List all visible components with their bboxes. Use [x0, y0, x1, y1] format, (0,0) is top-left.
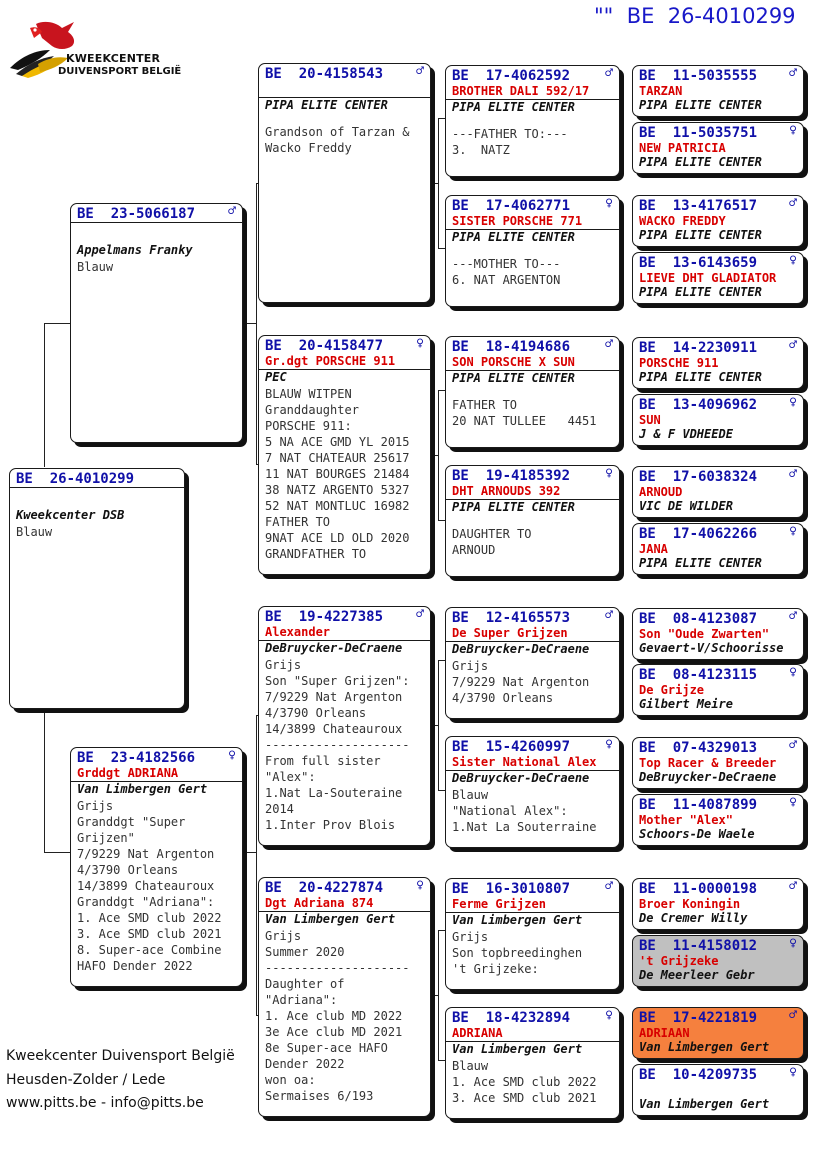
pigeon-name: 't Grijzeke: [639, 954, 719, 968]
pigeon-card-ggg1[interactable]: [632, 65, 804, 117]
pigeon-card-gg7[interactable]: [445, 878, 620, 990]
card-header: [633, 338, 803, 356]
owner: PIPA ELITE CENTER: [452, 371, 575, 385]
card-header: [633, 738, 803, 756]
pigeon-notes: Grijs Son "Super Grijzen": 7/9229 Nat Argenton 4/3790 Orleans 14/3899 Chateauroux -------------------- From full sister "Alex": 1.Nat La-Souteraine 2014 1.Inter Prov Blois: [265, 658, 410, 832]
owner: J & F VDHEEDE: [639, 427, 733, 441]
male-symbol-icon: ♂: [605, 66, 613, 81]
connector: [438, 1060, 445, 1061]
card-header: [446, 737, 619, 755]
ring-number: BE 26-4010299: [16, 471, 135, 487]
pigeon-name: ARNOUD: [639, 485, 683, 499]
owner: Kweekcenter DSB: [16, 508, 125, 522]
pigeon-name: De Super Grijzen: [446, 626, 619, 642]
female-symbol-icon: ♀: [605, 737, 613, 752]
pigeon-name: De Grijze: [639, 683, 705, 697]
ring-number: BE 11-5035555: [639, 68, 758, 84]
card-header: [10, 469, 184, 488]
pigeon-name: SISTER PORSCHE 771: [446, 214, 619, 230]
pigeon-card-grandsire-1[interactable]: [258, 63, 431, 303]
connector: [44, 323, 45, 467]
ring-number: BE 17-4062592: [452, 68, 571, 84]
card-header: [71, 204, 242, 223]
female-symbol-icon: ♀: [789, 1065, 797, 1080]
ring-number: BE 08-4123087: [639, 611, 758, 627]
owner: DeBruycker-DeCraene: [452, 771, 590, 785]
male-symbol-icon: ♂: [228, 204, 236, 219]
card-header: [259, 336, 430, 354]
pigeon-name: WACKO FREDDY: [639, 214, 726, 228]
pigeon-card-ggg16[interactable]: [632, 1064, 804, 1116]
pigeon-card-gg2[interactable]: [445, 195, 620, 307]
card-header: [633, 795, 803, 813]
connector: [44, 323, 71, 324]
pigeon-name: Grddgt ADRIANA: [71, 766, 242, 782]
ring-number: BE 23-5066187: [77, 206, 196, 222]
connector: [431, 455, 439, 456]
ring-number: BE 17-4221819: [639, 1010, 758, 1026]
pigeon-name: Sister National Alex: [446, 755, 619, 771]
spacer: [446, 386, 619, 396]
spacer: [10, 488, 184, 508]
pigeon-card-subject[interactable]: [9, 468, 185, 709]
pigeon-name: SUN: [639, 413, 661, 427]
owner: PIPA ELITE CENTER: [639, 285, 762, 299]
pigeon-card-ggg8[interactable]: [632, 523, 804, 575]
connector: [431, 725, 439, 726]
pigeon-card-dam[interactable]: [70, 747, 243, 987]
card-header: [446, 196, 619, 214]
owner: PIPA ELITE CENTER: [639, 556, 762, 570]
connector: [438, 930, 445, 931]
ring-number: BE 19-4185392: [452, 468, 571, 484]
pigeon-card-gg3[interactable]: [445, 336, 620, 448]
connector: [438, 390, 445, 391]
card-header: [446, 66, 619, 84]
card-header: [633, 879, 803, 897]
owner: PIPA ELITE CENTER: [639, 228, 762, 242]
pigeon-name: DHT ARNOUDS 392: [446, 484, 619, 500]
pigeon-card-gg4[interactable]: [445, 465, 620, 577]
ring-number: BE 11-0000198: [639, 881, 758, 897]
male-symbol-icon: ♂: [789, 1008, 797, 1023]
pigeon-name: JANA: [639, 542, 668, 556]
female-symbol-icon: ♀: [789, 123, 797, 138]
card-header: [446, 337, 619, 355]
ring-number: BE 20-4158477: [265, 338, 384, 354]
spacer: [446, 245, 619, 255]
spacer: [259, 113, 430, 123]
pigeon-notes: Grijs Granddgt "Super Grijzen" 7/9229 Nat Argenton 4/3790 Orleans 14/3899 Chateauroux Granddgt "Adriana": 1. Ace SMD club 2022 3. Ace SMD club 2021 8. Super-ace Combine HAFO Dender 2022: [77, 799, 222, 973]
card-header: [633, 253, 803, 271]
pigeon-notes: Grijs Summer 2020 -------------------- Daughter of "Adriana": 1. Ace club MD 2022 3e Ace club MD 2021 8e Super-ace HAFO Dender 2022 won oa: Sermaises 6/193: [265, 929, 410, 1103]
pigeon-name: ADRIANA: [446, 1026, 619, 1042]
owner: Gevaert-V/Schoorisse: [639, 641, 784, 655]
ring-number: BE 10-4209735: [639, 1067, 758, 1083]
male-symbol-icon: ♂: [789, 66, 797, 81]
card-header: [71, 748, 242, 766]
ring-number: BE 15-4260997: [452, 739, 571, 755]
owner: Schoors-De Waele: [639, 827, 755, 841]
pigeon-card-granddam-2[interactable]: [258, 877, 431, 1117]
pigeon-card-gg8[interactable]: [445, 1007, 620, 1119]
owner: Van Limbergen Gert: [452, 913, 583, 927]
pigeon-name: Alexander: [259, 625, 430, 641]
pigeon-card-ggg10[interactable]: [632, 664, 804, 716]
pigeon-notes: DAUGHTER TO ARNOUD: [452, 527, 532, 557]
ring-number: BE 13-4176517: [639, 198, 758, 214]
pigeon-name: [633, 1083, 803, 1097]
pigeon-name: ADRIAAN: [639, 1026, 690, 1040]
pigeon-card-gg6[interactable]: [445, 736, 620, 848]
female-symbol-icon: ♀: [789, 665, 797, 680]
ring-number: BE 17-6038324: [639, 469, 758, 485]
female-symbol-icon: ♀: [228, 748, 236, 763]
pigeon-card-ggg6[interactable]: [632, 394, 804, 446]
card-header: [633, 665, 803, 683]
female-symbol-icon: ♀: [789, 253, 797, 268]
pigeon-card-ggg5[interactable]: [632, 337, 804, 389]
ring-number: BE 13-6143659: [639, 255, 758, 271]
footer-company: Kweekcenter Duivensport België: [6, 1048, 235, 1064]
owner: PEC: [265, 370, 287, 384]
footer-contact-link[interactable]: www.pitts.be - info@pitts.be: [6, 1095, 204, 1111]
owner: Appelmans Franky: [77, 243, 193, 257]
owner: Van Limbergen Gert: [639, 1097, 770, 1111]
card-header: [259, 878, 430, 896]
connector: [438, 520, 445, 521]
card-header: [446, 466, 619, 484]
pigeon-card-ggg4[interactable]: [632, 252, 804, 304]
male-symbol-icon: ♂: [789, 196, 797, 211]
connector: [256, 715, 257, 1015]
connector: [44, 852, 71, 853]
owner: De Cremer Willy: [639, 911, 748, 925]
pigeon-card-ggg2[interactable]: [632, 122, 804, 174]
card-header: [446, 879, 619, 897]
female-symbol-icon: ♀: [416, 336, 424, 351]
pigeon-name: Son "Oude Zwarten": [639, 627, 770, 641]
pigeon-card-gg5[interactable]: [445, 607, 620, 719]
logo: [8, 16, 188, 82]
pigeon-name: NEW PATRICIA: [639, 141, 726, 155]
pigeon-name: Gr.dgt PORSCHE 911: [259, 354, 430, 370]
ring-number: BE 11-4087899: [639, 797, 758, 813]
card-header: [633, 123, 803, 141]
ring-number: BE 13-4096962: [639, 397, 758, 413]
logo-subtitle: DUIVENSPORT BELGIË: [58, 66, 182, 77]
pigeon-card-sire[interactable]: [70, 203, 243, 443]
pigeon-name: [259, 82, 430, 98]
card-header: [633, 524, 803, 542]
female-symbol-icon: ♀: [789, 936, 797, 951]
card-header: [633, 196, 803, 214]
title-ring-number: BE 26-4010299: [626, 4, 796, 28]
spacer: [446, 115, 619, 125]
title-quote: "": [594, 4, 614, 28]
card-header: [633, 395, 803, 413]
connector: [438, 118, 445, 119]
male-symbol-icon: ♂: [789, 338, 797, 353]
card-header: [633, 609, 803, 627]
connector: [243, 323, 257, 324]
pigeon-notes: BLAUW WITPEN Granddaughter PORSCHE 911: 5 NA ACE GMD YL 2015 7 NAT CHATEAUR 25617 11 NAT BOURGES 21484 38 NATZ ARGENTO 5327 52 NAT MONTLUC 16982 FATHER TO 9NAT ACE LD OLD 2020 GRANDFATHER TO: [265, 387, 410, 561]
ring-number: BE 20-4158543: [265, 66, 384, 82]
connector: [44, 710, 45, 852]
owner: PIPA ELITE CENTER: [452, 230, 575, 244]
pigeon-name: Mother "Alex": [639, 813, 733, 827]
pigeon-card-ggg3[interactable]: [632, 195, 804, 247]
connector: [431, 995, 439, 996]
pigeon-name: PORSCHE 911: [639, 356, 719, 370]
owner: DeBruycker-DeCraene: [452, 642, 590, 656]
pigeon-card-ggg13[interactable]: [632, 878, 804, 930]
ring-number: BE 14-2230911: [639, 340, 758, 356]
female-symbol-icon: ♀: [789, 524, 797, 539]
owner: PIPA ELITE CENTER: [452, 100, 575, 114]
pigeon-notes: Blauw: [77, 260, 114, 274]
spacer: [446, 515, 619, 525]
pigeon-card-granddam-1[interactable]: [258, 335, 431, 575]
pigeon-notes: ---FATHER TO:--- 3. NATZ: [452, 127, 568, 157]
ring-number: BE 18-4194686: [452, 339, 571, 355]
pigeon-name: Top Racer & Breeder: [639, 756, 777, 770]
connector: [438, 248, 445, 249]
pigeon-card-ggg12[interactable]: [632, 794, 804, 846]
pigeon-name: Broer Koningin: [639, 897, 741, 911]
male-symbol-icon: ♂: [416, 64, 424, 79]
male-symbol-icon: ♂: [605, 337, 613, 352]
male-symbol-icon: ♂: [789, 738, 797, 753]
owner: PIPA ELITE CENTER: [265, 98, 388, 112]
ring-number: BE 17-4062266: [639, 526, 758, 542]
ring-number: BE 17-4062771: [452, 198, 571, 214]
pigeon-card-ggg15[interactable]: [632, 1007, 804, 1059]
pigeon-name: BROTHER DALI 592/17: [446, 84, 619, 100]
owner: Van Limbergen Gert: [265, 912, 396, 926]
card-header: [633, 66, 803, 84]
card-header: [633, 1065, 803, 1083]
spacer: [71, 223, 242, 243]
male-symbol-icon: ♂: [605, 879, 613, 894]
connector: [438, 790, 445, 791]
pigeon-notes: FATHER TO 20 NAT TULLEE 4451: [452, 398, 597, 428]
card-header: [633, 1008, 803, 1026]
owner: Van Limbergen Gert: [452, 1042, 583, 1056]
footer-location: Heusden-Zolder / Lede: [6, 1072, 166, 1088]
owner: DeBruycker-DeCraene: [639, 770, 777, 784]
male-symbol-icon: ♂: [605, 608, 613, 623]
female-symbol-icon: ♀: [789, 395, 797, 410]
female-symbol-icon: ♀: [605, 466, 613, 481]
page-title: [594, 4, 796, 28]
ring-number: BE 16-3010807: [452, 881, 571, 897]
owner: PIPA ELITE CENTER: [452, 500, 575, 514]
pigeon-notes: Grijs 7/9229 Nat Argenton 4/3790 Orleans: [452, 659, 590, 705]
female-symbol-icon: ♀: [605, 1008, 613, 1023]
ring-number: BE 08-4123115: [639, 667, 758, 683]
logo-title: KWEEKCENTER: [66, 52, 161, 65]
ring-number: BE 07-4329013: [639, 740, 758, 756]
ring-number: BE 12-4165573: [452, 610, 571, 626]
pigeon-notes: Grijs Son topbreedinghen 't Grijzeke:: [452, 930, 583, 976]
card-header: [446, 608, 619, 626]
owner: De Meerleer Gebr: [639, 968, 755, 982]
connector: [438, 660, 445, 661]
connector: [431, 183, 439, 184]
pigeon-card-ggg7[interactable]: [632, 466, 804, 518]
pigeon-name: TARZAN: [639, 84, 683, 98]
owner: Gilbert Meire: [639, 697, 733, 711]
pigeon-name: Ferme Grijzen: [446, 897, 619, 913]
ring-number: BE 11-5035751: [639, 125, 758, 141]
card-header: [259, 64, 430, 82]
female-symbol-icon: ♀: [789, 795, 797, 810]
female-symbol-icon: ♀: [605, 196, 613, 211]
card-header: [633, 936, 803, 954]
male-symbol-icon: ♂: [416, 607, 424, 622]
male-symbol-icon: ♂: [789, 467, 797, 482]
owner: Van Limbergen Gert: [639, 1040, 770, 1054]
pigeon-card-ggg11[interactable]: [632, 737, 804, 789]
pigeon-card-grandsire-2[interactable]: [258, 606, 431, 846]
ring-number: BE 23-4182566: [77, 750, 196, 766]
connector: [243, 852, 257, 853]
card-header: [446, 1008, 619, 1026]
pigeon-name: SON PORSCHE X SUN: [446, 355, 619, 371]
ring-number: BE 20-4227874: [265, 880, 384, 896]
male-symbol-icon: ♂: [789, 879, 797, 894]
owner: Van Limbergen Gert: [77, 782, 208, 796]
pigeon-name: LIEVE DHT GLADIATOR: [639, 271, 777, 285]
owner: DeBruycker-DeCraene: [265, 641, 403, 655]
ring-number: BE 18-4232894: [452, 1010, 571, 1026]
pigeon-notes: Blauw: [16, 525, 53, 539]
pigeon-notes: ---MOTHER TO--- 6. NAT ARGENTON: [452, 257, 561, 287]
pigeon-notes: Grandson of Tarzan & Wacko Freddy: [265, 125, 410, 155]
ring-number: BE 11-4158012: [639, 938, 758, 954]
pigeon-notes: Blauw 1. Ace SMD club 2022 3. Ace SMD club 2021: [452, 1059, 597, 1105]
male-symbol-icon: ♂: [789, 609, 797, 624]
card-header: [259, 607, 430, 625]
pigeon-card-gg1[interactable]: [445, 65, 620, 177]
owner: PIPA ELITE CENTER: [639, 155, 762, 169]
owner: VIC DE WILDER: [639, 499, 733, 513]
pigeon-name: Dgt Adriana 874: [259, 896, 430, 912]
owner: PIPA ELITE CENTER: [639, 370, 762, 384]
pigeon-notes: Blauw "National Alex": 1.Nat La Souterraine: [452, 788, 597, 834]
pigeon-card-ggg9[interactable]: [632, 608, 804, 660]
ring-number: BE 19-4227385: [265, 609, 384, 625]
card-header: [633, 467, 803, 485]
pigeon-card-ggg14[interactable]: [632, 935, 804, 987]
female-symbol-icon: ♀: [416, 878, 424, 893]
owner: PIPA ELITE CENTER: [639, 98, 762, 112]
